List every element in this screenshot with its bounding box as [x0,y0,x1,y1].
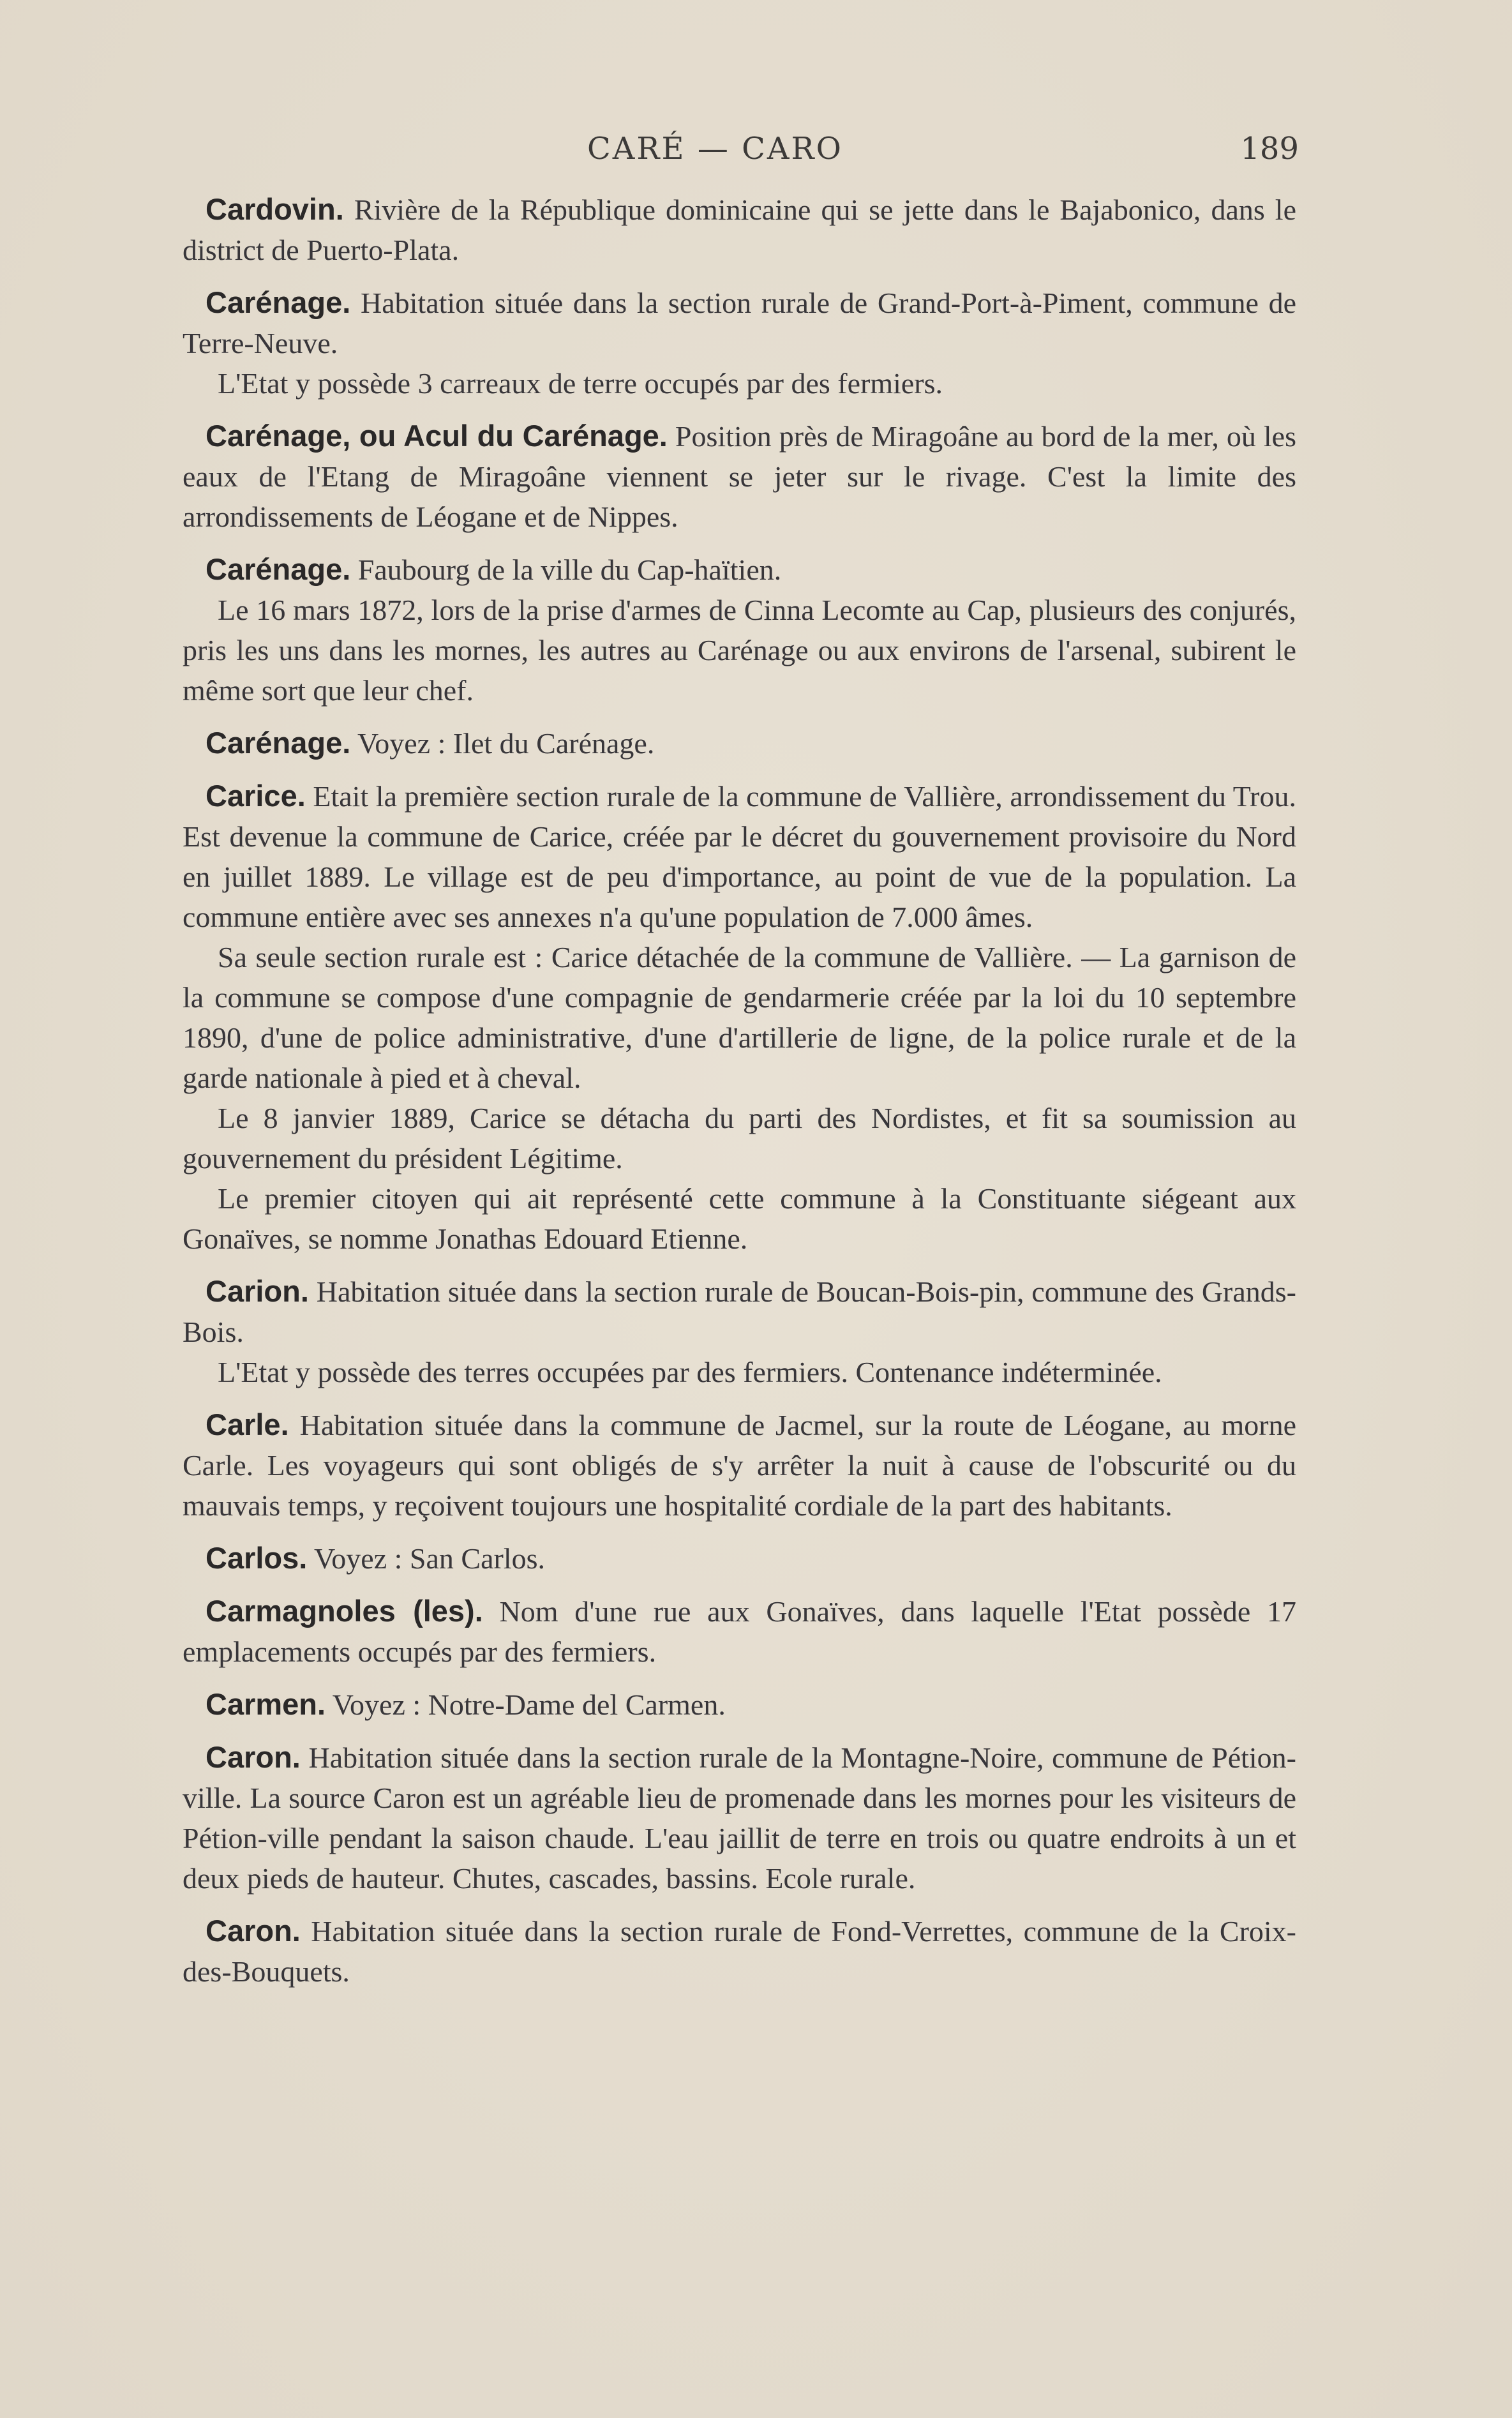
entry-text: Habitation située dans la section rurale de la Montagne-Noire, commune de Pétion-ville. La source Caron est un agréable lieu de promenade dans les mornes pour les visiteurs de Pétion-ville pendant la saison chaude. L'eau jaillit de terre en trois ou quatre endroits à un et deux pieds de hauteur. Chutes, cascades, bassins. Ecole rurale. [183,1741,1296,1895]
entry-text: Voyez : San Carlos. [314,1542,546,1575]
entry-headword: Carion. [206,1274,309,1308]
entry-headword: Carénage. [206,552,351,586]
entry-carlos [183,1538,1296,1579]
entry-headword: Caron. [206,1740,301,1774]
entry-headword: Carmagnoles (les). [206,1594,483,1628]
entry-text: Habitation située dans la section rurale de Boucan-Bois-pin, commune des Grands-Bois. [183,1275,1296,1348]
entry-carenage-faubourg [183,549,1296,710]
entry-paragraph: L'Etat y possède des terres occupées par des fermiers. Contenance indéterminée. [218,1356,1162,1388]
entry-headword: Cardovin. [206,192,344,226]
entry-headword: Carénage. [206,285,351,319]
entry-carion [183,1271,1296,1392]
entry-cardovin [183,189,1296,270]
entry-headword: Carice. [206,779,306,813]
entry-paragraph: Le premier citoyen qui ait représenté cette commune à la Constituante siégeant aux Gonaïves, se nomme Jonathas Edouard Etienne. [183,1182,1296,1255]
entry-text: Position près de Miragoâne au bord de la mer, où les eaux de l'Etang de Miragoâne viennent se jeter sur le rivage. C'est la limite des arrondissements de Léogane et de Nippes. [183,420,1297,533]
entry-headword: Caron. [206,1914,301,1948]
entry-text: Etait la première section rurale de la commune de Vallière, arrondissement du Trou. Est devenue la commune de Carice, créée par le décret du gouvernement provisoire du Nord en juillet 1889. Le village est de peu d'importance, au point de vue de la population. La commune entière avec ses annexes n'a qu'une population de 7.000 âmes. [183,780,1297,933]
entry-caron-2 [183,1911,1296,1992]
entry-headword: Carénage, ou Acul du Carénage. [206,419,668,453]
entry-carice [183,776,1296,1259]
entry-headword: Carénage. [206,726,351,760]
page-number: 189 [1240,131,1299,167]
entry-paragraph: L'Etat y possède 3 carreaux de terre occupés par des fermiers. [218,367,943,400]
entry-text: Voyez : Ilet du Carénage. [357,727,655,760]
running-head: CARÉ — CARO [587,131,843,167]
entry-carmagnoles [183,1591,1296,1672]
entry-carenage-voyez [183,723,1296,763]
entry-headword: Carmen. [206,1687,326,1721]
entry-text: Faubourg de la ville du Cap-haïtien. [357,553,782,586]
entry-text: Habitation située dans la commune de Jacmel, sur la route de Léogane, au morne Carle. Les voyageurs qui sont obligés de s'y arrêter la nuit à cause de l'obscurité ou du mauvais temps, y reçoivent toujours une hospitalité cordiale de la part des habitants. [183,1409,1296,1522]
entry-paragraph: Le 16 mars 1872, lors de la prise d'armes de Cinna Lecomte au Cap, plusieurs des conjurés, pris les uns dans les mornes, les autres au Carénage ou aux environs de l'arsenal, subirent le même sort que leur chef. [183,594,1296,707]
entry-carenage-1 [183,282,1296,403]
entry-caron-1 [183,1737,1296,1898]
entry-text: Voyez : Notre-Dame del Carmen. [332,1688,726,1721]
entry-text: Rivière de la République dominicaine qui se jette dans le Bajabonico, dans le district de Puerto-Plata. [183,193,1297,266]
entry-text: Nom d'une rue aux Gonaïves, dans laquelle l'Etat possède 17 emplacements occupés par des fermiers. [183,1595,1296,1668]
entry-text: Habitation située dans la section rurale de Fond-Verrettes, commune de la Croix-des-Bouquets. [183,1915,1296,1988]
entry-carenage-acul [183,416,1296,537]
entry-headword: Carle. [206,1408,289,1441]
dictionary-entries [183,189,1296,2004]
entry-carmen [183,1684,1296,1725]
entry-paragraph: Le 8 janvier 1889, Carice se détacha du parti des Nordistes, et fit sa soumission au gouvernement du président Légitime. [183,1102,1296,1175]
entry-text: Habitation située dans la section rurale de Grand-Port-à-Piment, commune de Terre-Neuve. [183,287,1296,359]
entry-carle [183,1404,1296,1526]
entry-headword: Carlos. [206,1541,308,1575]
entry-paragraph: Sa seule section rurale est : Carice détachée de la commune de Vallière. — La garnison de la commune se compose d'une compagnie de gendarmerie créée par la loi du 10 septembre 1890, d'une de police administrative, d'une d'artillerie de ligne, de la police rurale et de la garde nationale à pied et à cheval. [183,941,1296,1094]
